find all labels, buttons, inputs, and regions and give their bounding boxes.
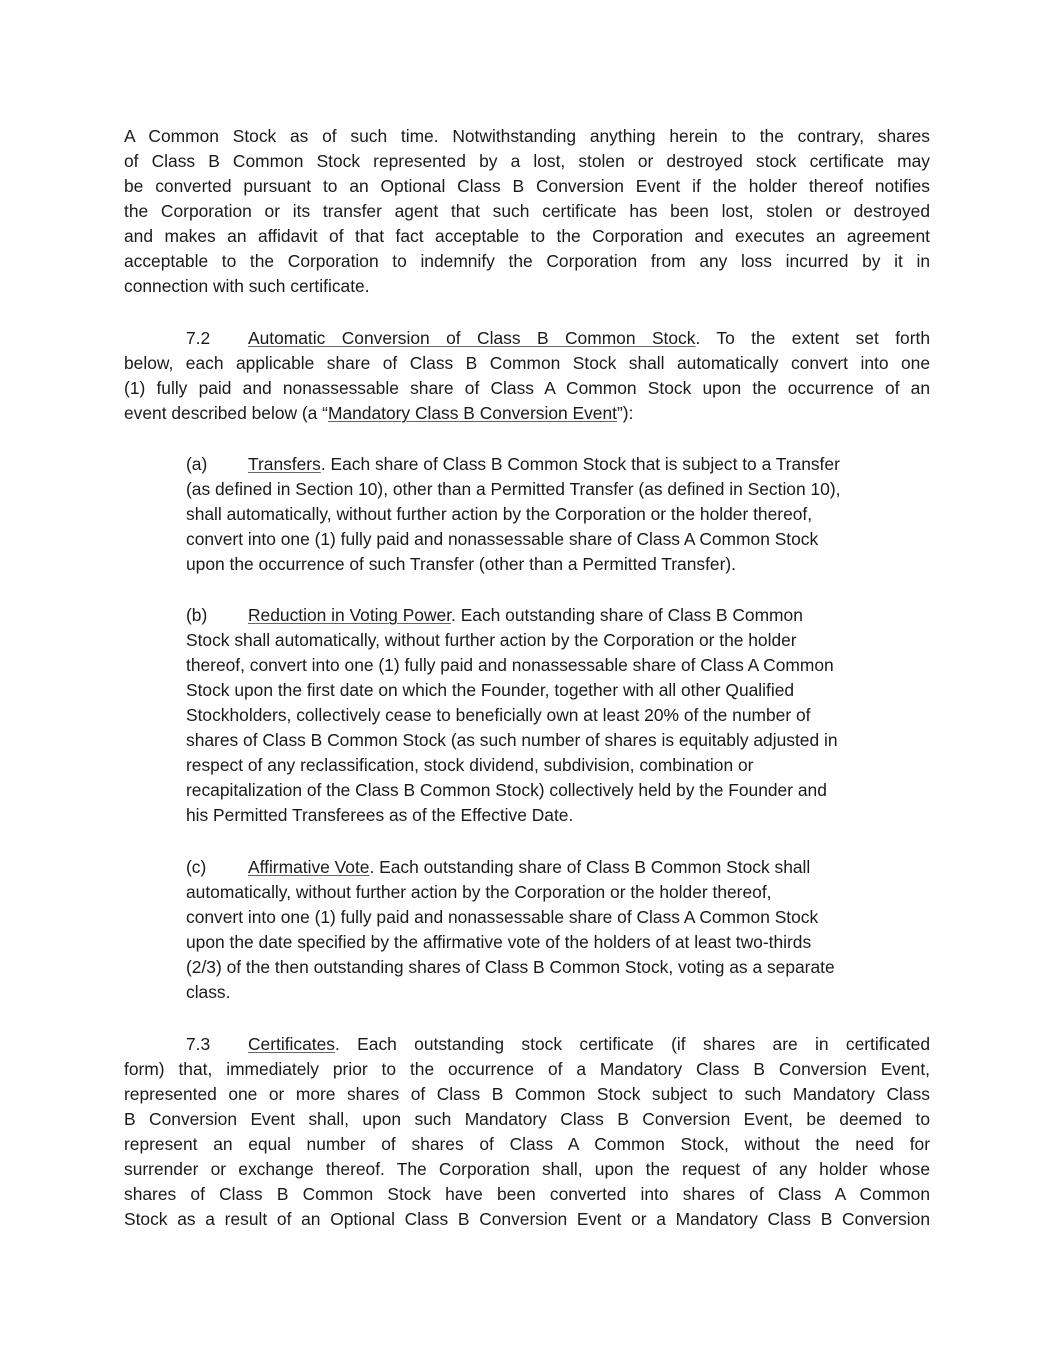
- text-line: Stockholders, collectively cease to beneficially own at least 20% of the number of: [186, 705, 811, 725]
- text-line: shall automatically, without further action by the Corporation or the holder thereof,: [186, 504, 813, 524]
- text-line: convert into one (1) fully paid and nonassessable share of Class A Common Stock: [186, 907, 819, 927]
- text-line: represented one or more shares of Class B Common Stock subject to such Mandatory Class: [124, 1084, 930, 1104]
- defined-term: Mandatory Class B Conversion Event: [327, 403, 617, 423]
- clause-label: (a): [186, 454, 208, 474]
- clause-text: . Each outstanding share of Class B Common: [451, 605, 803, 625]
- text-line: automatically, without further action by the Corporation or the holder thereof,: [186, 882, 772, 902]
- text-line: represent an equal number of shares of Class A Common Stock, without the need for: [124, 1134, 930, 1154]
- text-line: Stock upon the first date on which the Founder, together with all other Qualified: [186, 680, 795, 700]
- section-heading: Automatic Conversion of Class B Common Stock: [248, 328, 696, 348]
- text-line: upon the date specified by the affirmative vote of the holders of at least two-thirds: [186, 932, 812, 952]
- text-line: and makes an affidavit of that fact acceptable to the Corporation and executes an agreement: [124, 226, 930, 246]
- text-line: Stock as a result of an Optional Class B Conversion Event or a Mandatory Class B Conversion: [124, 1209, 930, 1229]
- text-line: respect of any reclassification, stock dividend, subdivision, combination or: [186, 755, 754, 775]
- text-line: convert into one (1) fully paid and nonassessable share of Class A Common Stock: [186, 529, 819, 549]
- text-line: thereof, convert into one (1) fully paid and nonassessable share of Class A Common: [186, 655, 834, 675]
- text-line: A Common Stock as of such time. Notwithstanding anything herein to the contrary, shares: [124, 126, 930, 146]
- text-fragment: ”):: [616, 403, 634, 423]
- clause-heading: Affirmative Vote: [248, 857, 370, 877]
- text-line: of Class B Common Stock represented by a lost, stolen or destroyed stock certificate may: [124, 151, 930, 171]
- clause-heading-line: [186, 603, 803, 628]
- text-line: (1) fully paid and nonassessable share of Class A Common Stock upon the occurrence of an: [124, 378, 930, 398]
- text-line: shares of Class B Common Stock (as such number of shares is equitably adjusted in: [186, 730, 838, 750]
- section-text: . Each outstanding stock certificate (if shares are in certificated: [334, 1034, 930, 1054]
- clause-heading: Reduction in Voting Power: [248, 605, 452, 625]
- text-line: below, each applicable share of Class B Common Stock shall automatically convert into one: [124, 353, 930, 373]
- text-line: (as defined in Section 10), other than a Permitted Transfer (as defined in Section 10),: [186, 479, 841, 499]
- clause-label: (c): [186, 857, 207, 877]
- text-line: B Conversion Event shall, upon such Mandatory Class B Conversion Event, be deemed to: [124, 1109, 930, 1129]
- text-fragment: event described below (a “: [124, 403, 328, 423]
- clause-heading-line: [186, 452, 840, 477]
- clause-text: . Each share of Class B Common Stock that is subject to a Transfer: [320, 454, 840, 474]
- text-line: form) that, immediately prior to the occurrence of a Mandatory Class B Conversion Event,: [124, 1059, 930, 1079]
- section-heading-line: [124, 326, 930, 351]
- clause-heading-line: [186, 855, 810, 880]
- section-number: 7.3: [186, 1034, 211, 1054]
- section-heading-line: [124, 1032, 930, 1057]
- text-line: (2/3) of the then outstanding shares of Class B Common Stock, voting as a separate: [186, 957, 835, 977]
- text-line: surrender or exchange thereof. The Corporation shall, upon the request of any holder whose: [124, 1159, 930, 1179]
- text-line: connection with such certificate.: [124, 276, 370, 296]
- text-line: class.: [186, 982, 231, 1002]
- section-text: . To the extent set forth: [695, 328, 930, 348]
- text-line: acceptable to the Corporation to indemnify the Corporation from any loss incurred by it in: [124, 251, 930, 271]
- text-line: shares of Class B Common Stock have been converted into shares of Class A Common: [124, 1184, 930, 1204]
- section-number: 7.2: [186, 328, 211, 348]
- section-heading: Certificates: [248, 1034, 335, 1054]
- text-line: Stock shall automatically, without further action by the Corporation or the holder: [186, 630, 797, 650]
- text-line: upon the occurrence of such Transfer (other than a Permitted Transfer).: [186, 554, 737, 574]
- clause-heading: Transfers: [248, 454, 321, 474]
- text-line: [124, 401, 930, 426]
- text-line: the Corporation or its transfer agent that such certificate has been lost, stolen or destroyed: [124, 201, 930, 221]
- clause-text: . Each outstanding share of Class B Common Stock shall: [369, 857, 811, 877]
- clause-label: (b): [186, 605, 208, 625]
- text-line: his Permitted Transferees as of the Effective Date.: [186, 805, 574, 825]
- text-line: be converted pursuant to an Optional Class B Conversion Event if the holder thereof notifies: [124, 176, 930, 196]
- text-line: recapitalization of the Class B Common Stock) collectively held by the Founder and: [186, 780, 827, 800]
